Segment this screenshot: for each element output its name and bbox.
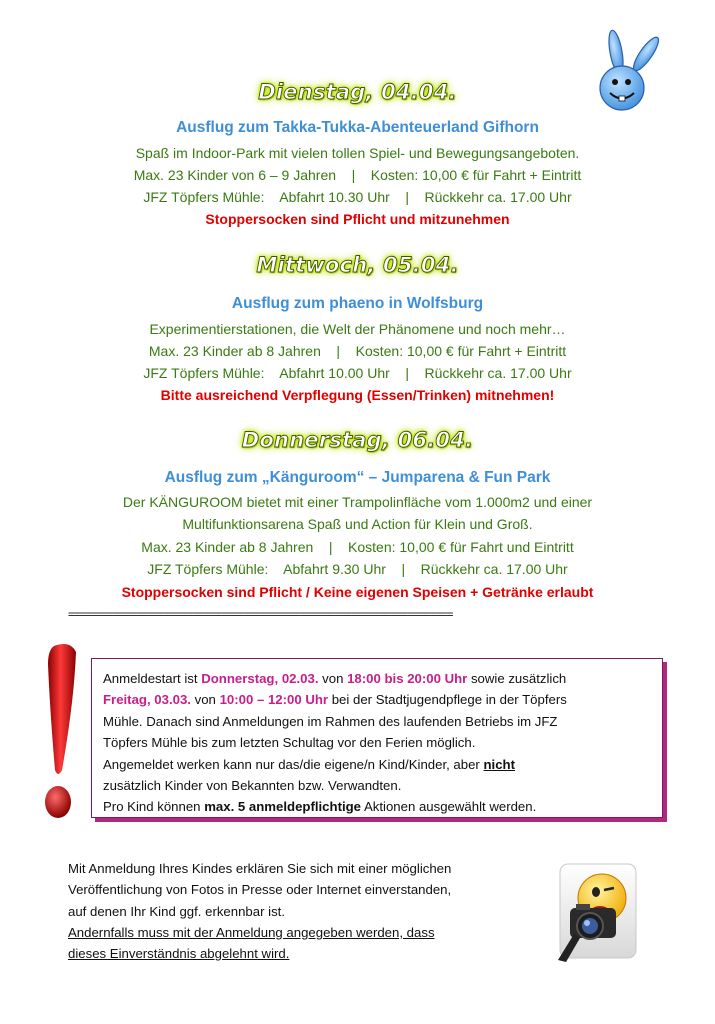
consent-line: dieses Einverständnis abgelehnt wird. xyxy=(68,946,290,962)
registration-line: Anmeldestart ist Donnerstag, 02.03. von 18:00 bis 20:00 Uhr sowie zusätzlich xyxy=(103,671,567,686)
camera-smiley-icon xyxy=(548,862,640,962)
event-day: Donnerstag, 06.04. xyxy=(241,428,474,452)
registration-line: Freitag, 03.03. von 10:00 – 12:00 Uhr bei der Stadtjugendpflege in der Töpfers xyxy=(103,692,567,708)
exclamation-mark-icon xyxy=(40,642,84,824)
registration-line: Pro Kind können max. 5 anmeldepflichtige Aktionen ausgewählt werden. xyxy=(103,799,537,815)
event-times: JFZ Töpfers Mühle: Abfahrt 9.30 Uhr | Rückkehr ca. 17.00 Uhr xyxy=(147,561,568,577)
event-description: Experimentierstationen, die Welt der Phänomene und noch mehr… xyxy=(149,321,566,337)
event-title: Ausflug zum phaeno in Wolfsburg xyxy=(231,295,484,312)
consent-line: Veröffentlichung von Fotos in Presse oder Internet einverstanden, xyxy=(68,882,452,898)
event-times: JFZ Töpfers Mühle: Abfahrt 10.30 Uhr | Rückkehr ca. 17.00 Uhr xyxy=(143,189,572,205)
event-description: Multifunktionsarena Spaß und Action für Klein und Groß. xyxy=(182,516,533,532)
consent-line: Andernfalls muss mit der Anmeldung angegeben werden, dass xyxy=(68,924,435,940)
event-title: Ausflug zum „Känguroom“ – Jumparena & Fun Park xyxy=(164,469,551,486)
event-note: Stoppersocken sind Pflicht / Keine eigenen Speisen + Getränke erlaubt xyxy=(121,584,594,600)
registration-line: zusätzlich Kinder von Bekannten bzw. Verwandten. xyxy=(103,778,402,794)
event-description: Der KÄNGUROOM bietet mit einer Trampolinfläche vom 1.000m2 und einer xyxy=(122,494,593,510)
registration-line: Mühle. Danach sind Anmeldungen im Rahmen des laufenden Betriebs im JFZ xyxy=(103,713,558,729)
registration-line: Töpfers Mühle bis zum letzten Schultag vor den Ferien möglich. xyxy=(103,735,476,751)
event-description: Spaß im Indoor-Park mit vielen tollen Spiel- und Bewegungsangeboten. xyxy=(135,145,580,161)
consent-line: Mit Anmeldung Ihres Kindes erklären Sie sich mit einer möglichen xyxy=(68,861,452,876)
registration-line: Angemeldet werken kann nur das/die eigene/n Kind/Kinder, aber nicht xyxy=(103,756,516,772)
photo-consent-text xyxy=(68,858,538,964)
event-day: Mittwoch, 05.04. xyxy=(256,253,459,277)
registration-info-box xyxy=(91,658,663,818)
event-info: Max. 23 Kinder ab 8 Jahren | Kosten: 10,00 € für Fahrt und Eintritt xyxy=(141,539,574,555)
separator-line: ==================================================================== xyxy=(68,608,453,621)
event-note: Bitte ausreichend Verpflegung (Essen/Trinken) mitnehmen! xyxy=(160,387,555,403)
event-day: Dienstag, 04.04. xyxy=(258,80,457,104)
event-info: Max. 23 Kinder von 6 – 9 Jahren | Kosten: 10,00 € für Fahrt + Eintritt xyxy=(133,167,582,183)
event-title: Ausflug zum Takka-Tukka-Abenteuerland Gifhorn xyxy=(176,119,539,136)
event-times: JFZ Töpfers Mühle: Abfahrt 10.00 Uhr | Rückkehr ca. 17.00 Uhr xyxy=(143,365,572,381)
consent-line: auf denen Ihr Kind ggf. erkennbar ist. xyxy=(68,903,286,919)
event-info: Max. 23 Kinder ab 8 Jahren | Kosten: 10,00 € für Fahrt + Eintritt xyxy=(148,343,567,359)
event-note: Stoppersocken sind Pflicht und mitzunehmen xyxy=(205,211,510,227)
